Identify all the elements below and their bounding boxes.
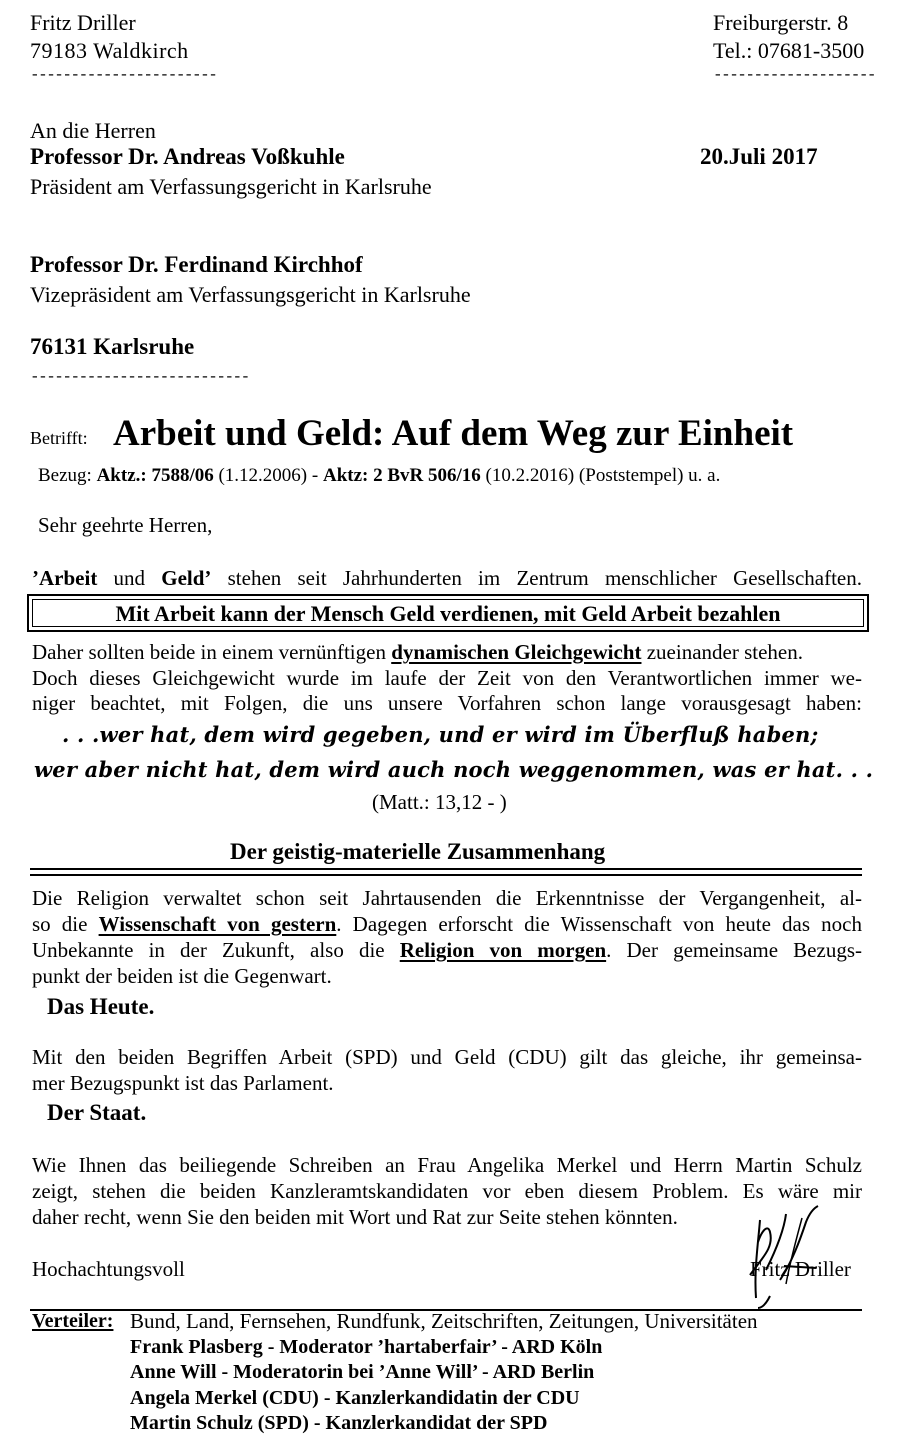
boxed-statement-frame [27,594,869,632]
recipient-1-role: Präsident am Verfassungsgericht in Karlsruhe [30,174,432,199]
ref-b-rest: (10.2.2016) (Poststempel) u. a. [480,465,721,486]
paragraph-2 [32,640,803,665]
recipient-2-role: Vizepräsident am Verfassungsgericht in Karlsruhe [30,282,471,307]
p5-line-1: Mit den beiden Begriffen Arbeit (SPD) und Geld (CDU) gilt das gleiche, ihr gemeinsa- [32,1045,862,1069]
p2-end: zueinander stehen. [641,640,803,664]
p3-line-2: niger beachtet, mit Folgen, die uns unsere Vorfahren schon lange vorausgesagt haben: [32,691,862,715]
p4-line-2 [32,912,862,937]
recipient-2-name: Professor Dr. Ferdinand Kirchhof [30,252,363,277]
p3-line-1: Doch dieses Gleichgewicht wurde im laufe der Zeit von den Verantwortlichen immer we- [32,666,862,690]
closing: Hochachtungsvoll [32,1257,185,1281]
p4-l3-end: . Der gemeinsame Bezugs- [606,938,862,962]
paragraph-1 [32,566,862,591]
salutation: Sehr geehrte Herren, [38,513,213,537]
p4-line-4: punkt der beiden ist die Gegenwart. [32,964,332,988]
ref-b-bold: Aktz: 2 BvR 506/16 [322,465,481,486]
quote-reference: (Matt.: 13,12 - ) [372,790,507,814]
distribution-line-1: Bund, Land, Fernsehen, Rundfunk, Zeitschriften, Zeitungen, Universitäten [130,1309,758,1333]
p4-underlined-religion: Religion von morgen [399,938,607,962]
sender-city: 79183 Waldkirch [30,38,189,63]
sender-street: Freiburgerstr. 8 [713,10,849,35]
greeting-line: An die Herren [30,118,156,143]
subject-reference [38,465,720,487]
p4-line-3 [32,938,862,963]
quote-line-2: wer aber nicht hat, dem wird auch noch weggenommen, was er hat. . . [34,757,874,782]
subject-label: Betrifft: [30,428,88,448]
ref-label: Bezug: [38,465,92,486]
p4-l3-start: Unbekannte in der Zukunft, also die [32,938,400,962]
section-title: Der geistig-materielle Zusammenhang [230,839,606,864]
p6-line-2: zeigt, stehen die beiden Kanzleramtskandidaten vor eben diesem Problem. Es wäre mir [32,1179,862,1203]
p4-underlined-wissenschaft: Wissenschaft von gestern [98,912,337,936]
recipient-1-name: Professor Dr. Andreas Voßkuhle [30,144,345,169]
p2-start: Daher sollten beide in einem vernünftigen [32,640,392,664]
signature-name: Fritz Driller [750,1257,851,1281]
p6-line-3: daher recht, wenn Sie den beiden mit Wort und Rat zur Seite stehen könnten. [32,1205,678,1229]
handwritten-signature [740,1200,835,1310]
p4-l2-start: so die [32,912,99,936]
letter-date: 20.Juli 2017 [700,144,818,169]
ref-a-bold: Aktz.: 7588/06 [96,465,214,486]
p4-line-1: Die Religion verwaltet schon seit Jahrtausenden die Erkenntnisse der Vergangenheit, al- [32,886,862,910]
distribution-line-5: Martin Schulz (SPD) - Kanzlerkandidat der SPD [130,1412,548,1434]
p5-line-2: mer Bezugspunkt ist das Parlament. [32,1071,334,1095]
heute-heading: Das Heute. [47,994,155,1019]
p1-bold-geld: Geld’ [161,566,212,590]
subject-title: Arbeit und Geld: Auf dem Weg zur Einheit [113,413,794,454]
sender-rule-left: ----------------------- [30,66,217,84]
distribution-line-4: Angela Merkel (CDU) - Kanzlerkandidatin der CDU [130,1387,580,1409]
p2-underlined: dynamischen Gleichgewicht [391,640,642,664]
boxed-statement: Mit Arbeit kann der Mensch Geld verdienen, mit Geld Arbeit bezahlen [115,601,781,626]
section-rule-top [30,868,862,870]
sender-rule-right: -------------------- [713,66,876,84]
section-rule-bottom [30,874,862,876]
p1-mid: und [97,566,162,590]
distribution-label: Verteiler: [32,1310,114,1332]
ref-a-rest: (1.12.2006) - [213,465,323,486]
staat-heading: Der Staat. [47,1100,147,1125]
quote-line-1: . . .wer hat, dem wird gegeben, und er wird im Überfluß haben; [62,722,819,747]
p1-bold-arbeit: ’Arbeit [32,566,98,590]
p1-rest: stehen seit Jahrhunderten im Zentrum menschlicher Gesellschaften. [211,566,862,590]
p6-line-1: Wie Ihnen das beiliegende Schreiben an Frau Angelika Merkel und Herrn Martin Schulz [32,1153,862,1177]
sender-phone: Tel.: 07681-3500 [713,38,865,63]
distribution-line-2: Frank Plasberg - Moderator ’hartaberfair’ - ARD Köln [130,1336,603,1358]
recipient-address: 76131 Karlsruhe [30,334,195,359]
recipient-rule: --------------------------- [30,368,249,386]
p4-l2-end: . Dagegen erforscht die Wissenschaft von heute das noch [336,912,863,936]
distribution-line-3: Anne Will - Moderatorin bei ’Anne Will’ - ARD Berlin [130,1361,595,1383]
sender-name: Fritz Driller [30,10,136,35]
